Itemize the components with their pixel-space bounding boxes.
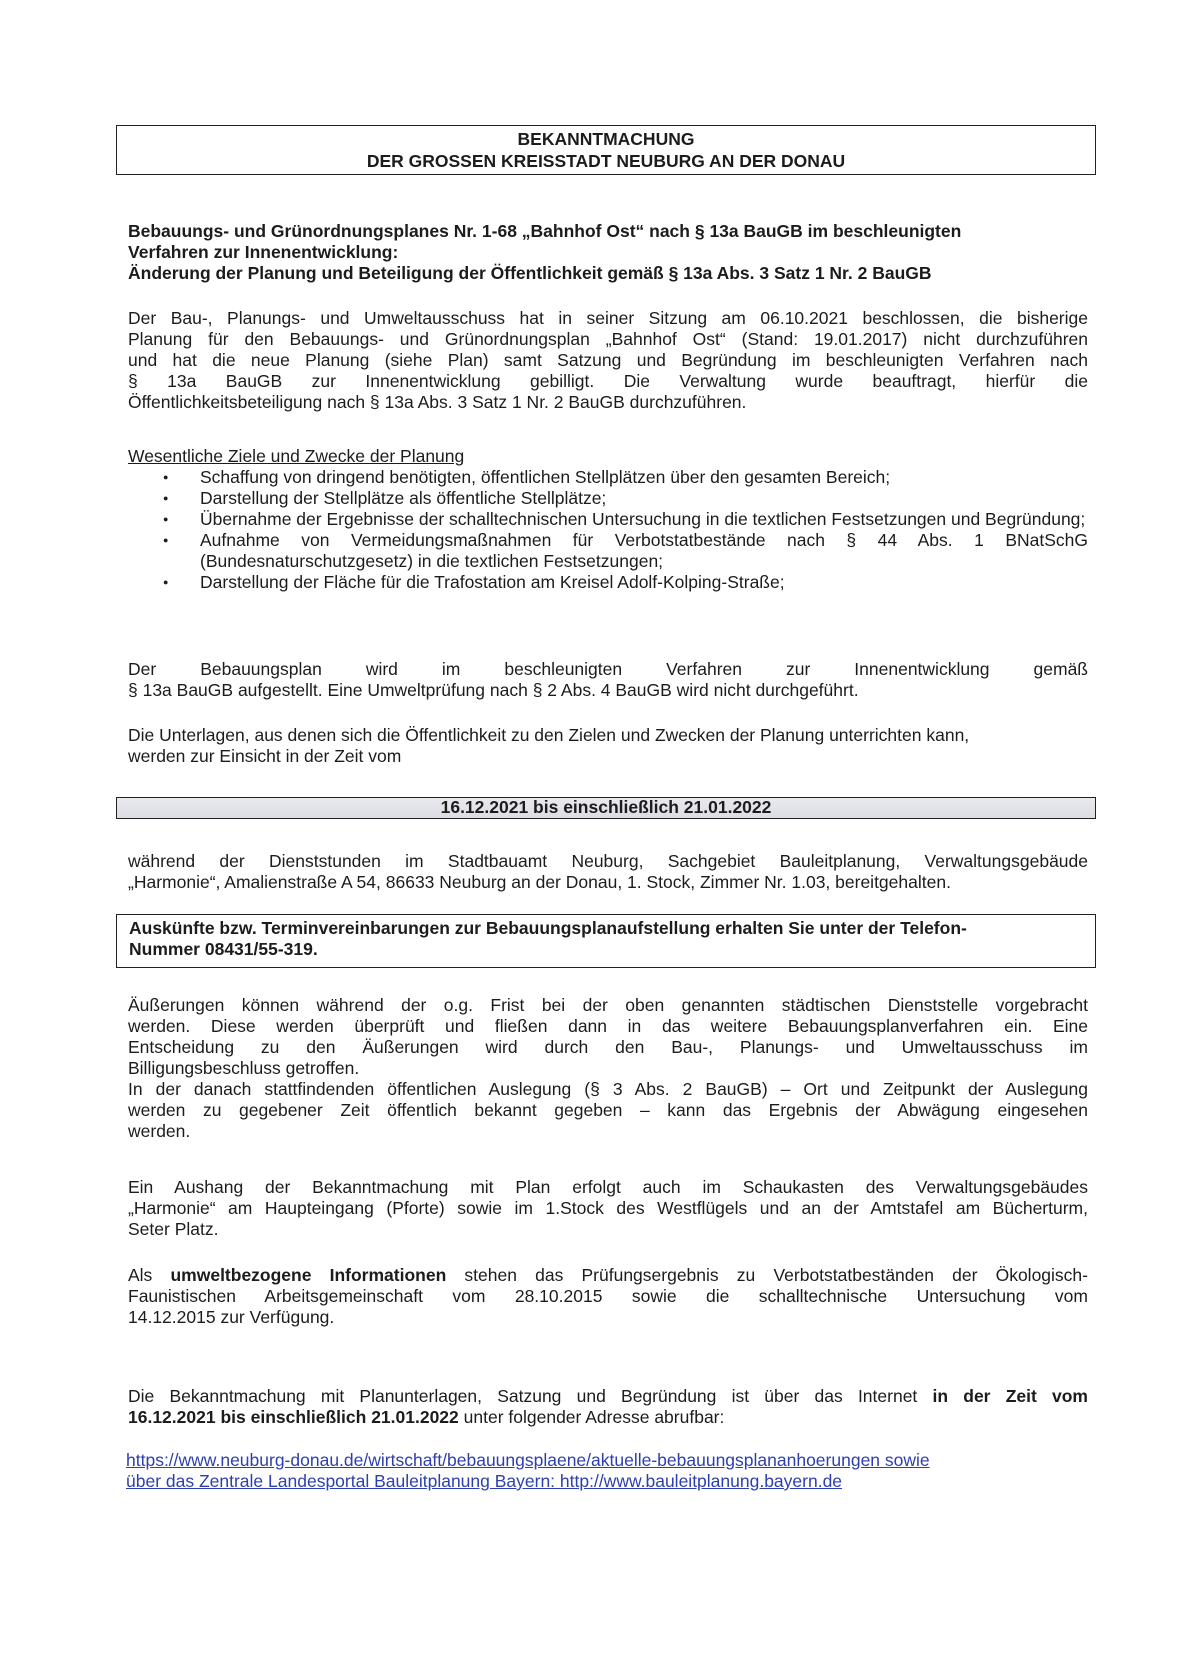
text-line: 14.12.2015 zur Verfügung.	[128, 1307, 335, 1327]
text-line: § 13a BauGB zur Innenentwicklung gebilligt. Die Verwaltung wurde beauftragt, hierfür die	[128, 371, 1088, 391]
internet-period: 16.12.2021 bis einschließlich 21.01.2022	[128, 1407, 459, 1427]
text-line: In der danach stattfindenden öffentlichen Auslegung (§ 3 Abs. 2 BauGB) – Ort und Zeitpunkt der Auslegung	[128, 1079, 1088, 1099]
text-line: Ein Aushang der Bekanntmachung mit Plan erfolgt auch im Schaukasten des Verwaltungsgebäudes	[128, 1177, 1088, 1197]
text-line: Planung für den Bebauungs- und Grünordnungsplan „Bahnhof Ost“ (Stand: 19.01.2017) nicht durchzuführen	[128, 329, 1088, 349]
office-paragraph	[128, 851, 1088, 893]
statements-paragraph	[128, 995, 1088, 1142]
contact-line: Nummer 08431/55-319.	[129, 939, 318, 959]
text-line: werden zu gegebener Zeit öffentlich bekannt gegeben – kann das Ergebnis der Abwägung eingesehen	[128, 1100, 1088, 1120]
text-line: werden.	[128, 1121, 191, 1141]
internet-paragraph	[128, 1386, 1088, 1428]
text-line	[128, 1265, 1088, 1286]
plan-title-line: Bebauungs- und Grünordnungsplanes Nr. 1-68 „Bahnhof Ost“ nach § 13a BauGB im beschleunigten	[128, 221, 962, 241]
period-box: 16.12.2021 bis einschließlich 21.01.2022	[116, 797, 1096, 819]
text-line: „Harmonie“ am Haupteingang (Pforte) sowie im 1.Stock des Westflügels und an der Amtstafel am Bücherturm,	[128, 1198, 1088, 1218]
procedure-paragraph	[128, 659, 1088, 701]
env-rest: stehen das Prüfungsergebnis zu Verbotstatbeständen der Ökologisch-	[446, 1265, 1088, 1285]
internet-text: Die Bekanntmachung mit Planunterlagen, Satzung und Begründung ist über das Internet	[128, 1386, 933, 1406]
text-line: Äußerungen können während der o.g. Frist bei der oben genannten städtischen Dienststelle vorgebracht	[128, 995, 1088, 1015]
contact-line: Auskünfte bzw. Terminvereinbarungen zur Bebauungsplanaufstellung erhalten Sie unter der Telefon-	[129, 918, 967, 938]
env-bold: umweltbezogene Informationen	[170, 1265, 447, 1285]
environment-paragraph	[128, 1265, 1088, 1328]
env-lead: Als	[128, 1265, 171, 1285]
text-line: Seter Platz.	[128, 1219, 219, 1239]
list-item: ● Darstellung der Stellplätze als öffentliche Stellplätze;	[160, 488, 1088, 509]
text-line: Faunistischen Arbeitsgemeinschaft vom 28.10.2015 sowie die schalltechnische Untersuchung vom	[128, 1286, 1088, 1306]
plan-title-line: Verfahren zur Innenentwicklung:	[128, 242, 399, 262]
posting-paragraph	[128, 1177, 1088, 1240]
portal-link[interactable]: über das Zentrale Landesportal Bauleitplanung Bayern: http://www.bauleitplanung.bayern.de	[126, 1471, 843, 1491]
list-item: ● Schaffung von dringend benötigten, öffentlichen Stellplätzen über den gesamten Bereich;	[160, 467, 1088, 488]
list-item: ● Übernahme der Ergebnisse der schalltechnischen Untersuchung in die textlichen Festsetzungen und Begründung;	[160, 509, 1088, 530]
text-line: „Harmonie“, Amalienstraße A 54, 86633 Neuburg an der Donau, 1. Stock, Zimmer Nr. 1.03, bereitgehalten.	[128, 872, 951, 892]
header-title: BEKANNTMACHUNG	[517, 129, 695, 149]
documents-paragraph	[128, 725, 1088, 767]
text-line	[128, 1407, 1088, 1428]
plan-title-line: Änderung der Planung und Beteiligung der Öffentlichkeit gemäß § 13a Abs. 3 Satz 1 Nr. 2 BauGB	[128, 263, 932, 283]
text-line: werden. Diese werden überprüft und fließen dann in das weitere Bebauungsplanverfahren ein. Eine	[128, 1016, 1088, 1036]
goals-list	[160, 467, 1088, 593]
text-line: Öffentlichkeitsbeteiligung nach § 13a Abs. 3 Satz 1 Nr. 2 BauGB durchzuführen.	[128, 392, 747, 412]
list-item: ● Aufnahme von Vermeidungsmaßnahmen für Verbotstatbestände nach § 44 Abs. 1 BNatSchG (Bundesnaturschutzgesetz) in die textlichen Festsetzungen;	[160, 530, 1088, 572]
list-item: ● Darstellung der Fläche für die Trafostation am Kreisel Adolf-Kolping-Straße;	[160, 572, 1088, 593]
text-line: Billigungsbeschluss getroffen.	[128, 1058, 360, 1078]
internet-text: unter folgender Adresse abrufbar:	[458, 1407, 725, 1427]
text-line: werden zur Einsicht in der Zeit vom	[128, 746, 402, 766]
text-line: § 13a BauGB aufgestellt. Eine Umweltprüfung nach § 2 Abs. 4 BauGB wird nicht durchgeführt.	[128, 680, 859, 700]
text-line: Die Unterlagen, aus denen sich die Öffentlichkeit zu den Zielen und Zwecken der Planung unterrichten kann,	[128, 725, 970, 745]
header-subtitle: DER GROSSEN KREISSTADT NEUBURG AN DER DONAU	[366, 151, 846, 171]
text-line: Der Bau-, Planungs- und Umweltausschuss hat in seiner Sitzung am 06.10.2021 beschlossen, die bisherige	[128, 308, 1088, 328]
goals-title: Wesentliche Ziele und Zwecke der Planung	[128, 446, 465, 466]
contact-box	[116, 914, 1096, 968]
text-line: Der Bebauungsplan wird im beschleunigten Verfahren zur Innenentwicklung gemäß	[128, 659, 1088, 679]
text-line: Entscheidung zu den Äußerungen wird durch den Bau-, Planungs- und Umweltausschuss im	[128, 1037, 1088, 1057]
header-box	[116, 125, 1096, 175]
plan-title	[128, 221, 1093, 284]
text-line: und hat die neue Planung (siehe Plan) samt Satzung und Begründung im beschleunigten Verfahren nach	[128, 350, 1088, 370]
website-link[interactable]: https://www.neuburg-donau.de/wirtschaft/bebauungsplaene/aktuelle-bebauungsplananhoerungen sowie	[126, 1450, 930, 1470]
text-line	[128, 1386, 1088, 1407]
text-line: während der Dienststunden im Stadtbauamt Neuburg, Sachgebiet Bauleitplanung, Verwaltungsgebäude	[128, 851, 1088, 871]
intro-paragraph	[128, 308, 1088, 413]
links-block	[126, 1450, 1086, 1492]
internet-bold: in der Zeit vom	[932, 1386, 1088, 1406]
